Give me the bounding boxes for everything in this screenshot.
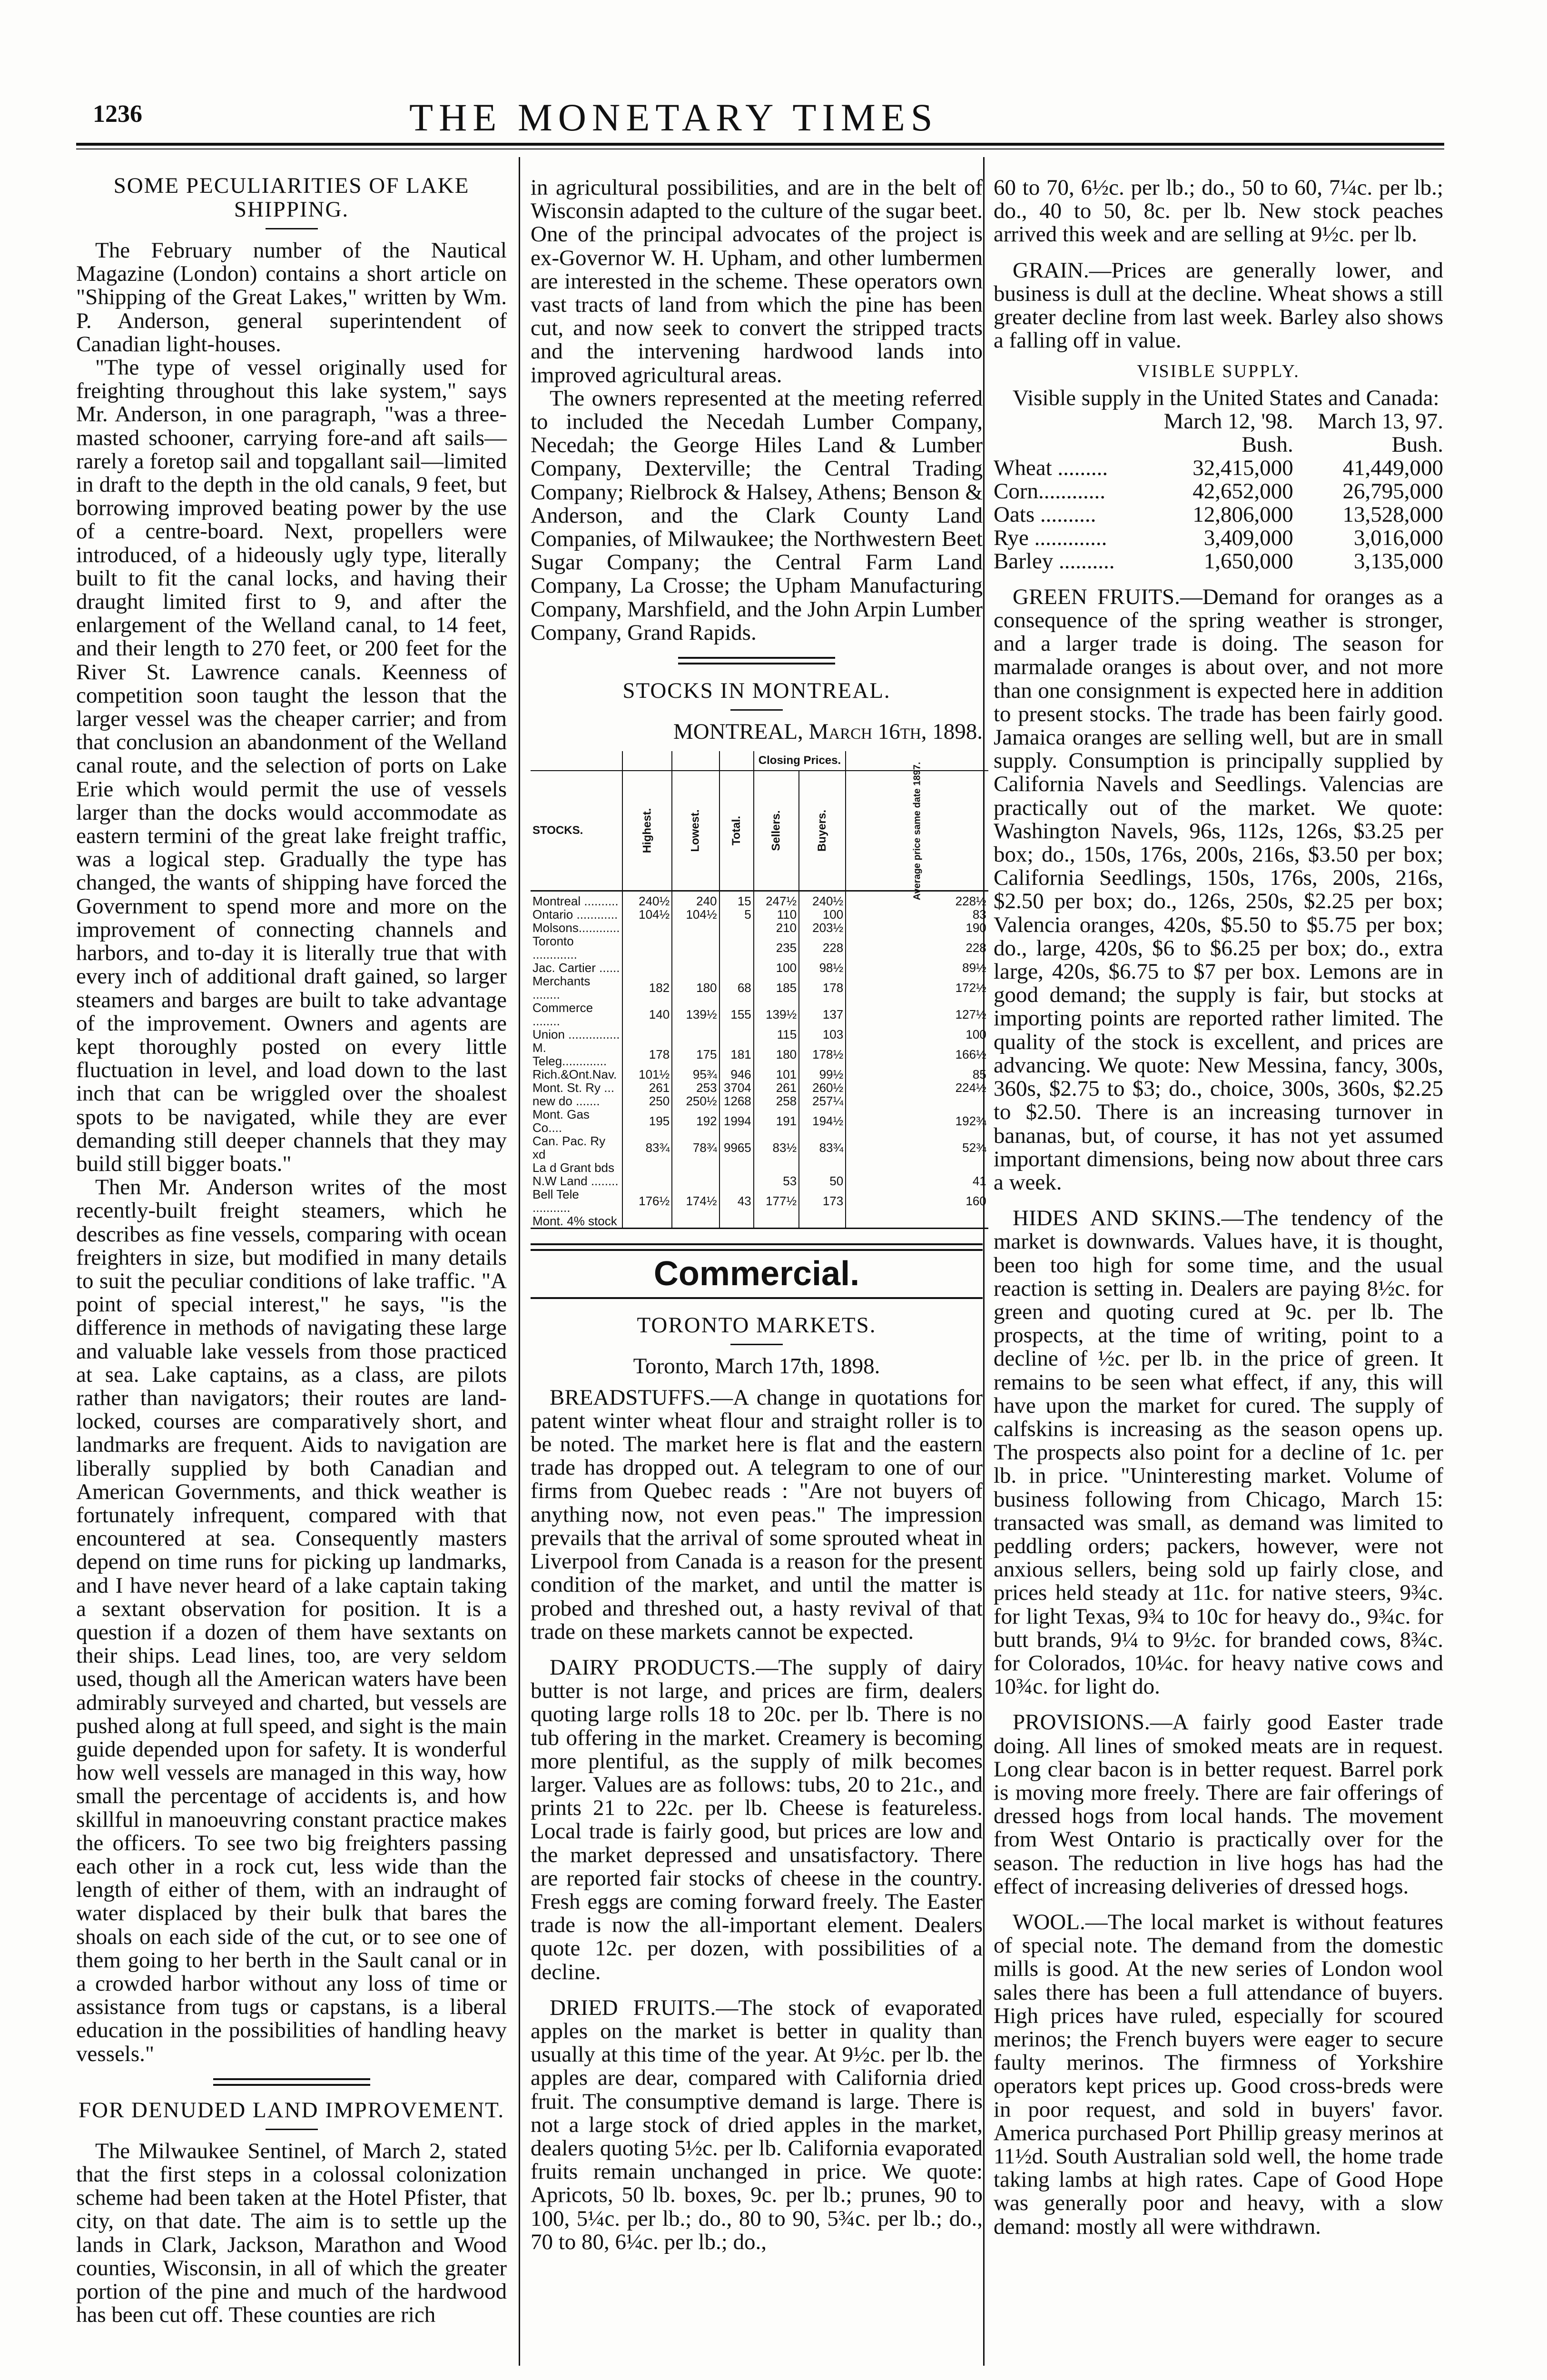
table-cell: 3,409,000 [1203,525,1293,550]
table-cell [672,1214,719,1229]
column-header: March 13, 97. [1318,408,1443,434]
table-cell: 53 [754,1174,799,1188]
stocks-table [531,751,988,1229]
table-cell [754,1161,799,1174]
table-cell: 115 [754,1028,799,1041]
unit-label: Bush. [1391,432,1443,457]
table-cell: 192 [672,1108,719,1134]
paragraph: "The type of vessel originally used for freighting throughout this lake system," says Mr. Anderson, in one paragraph, "was a three-masted schooner, carrying fore-and aft sails—rarely a foretop sail and topgallant sail—limited in draft to the depth in the old canals, 9 feet, but borrowing improved beating power by the use of a centre-board. Next, propellers were introduced, of a hideously ugly type, literally built to fit the canal locks, and having their draught limited first to 9, and after the enlargement of the Welland canal, to 14 feet, and their length to 270 feet, or 200 feet for the River St. Lawrence canals. Keenness of competition soon taught the lesson that the larger vessel was the cheaper carrier; and from that conclusion an abandonment of the Welland canal route, and the selection of ports on Lake Erie which would permit the use of vessels larger than the docks would accommodate as eastern termini of the great lake freight traffic, was a logical step. Gradually the type has changed, the wants of shipping have forced the Government to spend more and more on the improvement of connecting channels and harbors, and to-day it is literally true that with every inch of additional draft gained, so larger steamers and barges are built to take advantage of the improvement. Owners and agents are kept thoroughly posted on every little fluctuation in level, and load down to the last inch that can be wriggled over the shoalest spots to be navigated, while they are ever demanding still deeper channels that they may build still bigger boats." [76,355,507,1176]
stock-name-cell: N.W Land ........ [532,1174,619,1189]
paragraph [994,1207,1443,1698]
table-cell: 257¼ [799,1094,846,1108]
column-header: Average price same date 1897. [912,762,923,901]
table-row [994,456,1443,480]
table-row [531,1028,988,1041]
page-number: 1236 [93,100,142,128]
table-cell: 139½ [672,1001,719,1028]
table-row [531,921,988,934]
paragraph: The Milwaukee Sentinel, of March 2, stated that the first steps in a colossal colonization scheme had been taken at the Hotel Pfister, that city, on that date. The aim is to settle up the lands in Clark, Jackson, Marathon and Wood counties, Wisconsin, in all of which the greater portion of the pine and much of the hardwood has been cut off. These counties are rich [76,2138,507,2328]
stock-name-cell: Ontario ............ [532,907,618,922]
table-row [531,1161,988,1174]
stock-name-cell: Jac. Cartier ...... [532,961,620,975]
table-cell: 177½ [754,1188,799,1214]
divider [730,1344,783,1345]
table-cell [622,921,672,934]
paragraph: The February number of the Nautical Magazine (London) contains a short article on "Shipping of the Great Lakes," written by Wm. P. Anderson, general superintendent of Canadian light-houses. [76,238,507,357]
stock-name-cell: Bell Tele ........... [532,1187,579,1215]
stock-name-cell: M. Teleg............. [532,1041,607,1069]
table-cell [719,934,754,961]
table-cell [622,1174,672,1188]
table-cell [672,961,719,974]
table-row [531,1068,988,1081]
table-row [531,1001,988,1028]
section-divider [531,1243,983,1251]
table-row [531,1108,988,1134]
table-cell: 100 [846,1028,988,1041]
column-header: Buyers. [816,810,829,852]
column-left [76,174,507,2327]
table-cell: 946 [719,1068,754,1081]
table-cell: 224½ [846,1081,988,1094]
table-cell: 101½ [622,1068,672,1081]
table-cell: 95¾ [672,1068,719,1081]
table-cell: 139½ [754,1001,799,1028]
paragraph-body: —The local market is without features of special note. The demand from the domestic mills is good. At the new series of London wool sales there has been a full attendance of buyers. High prices have ruled, especially for scoured merinos; the French buyers were eager to secure faulty merinos. The firmness of Yorkshire operators kept prices up. Good cross-breds were in poor request, and sold in buyers' favor. America purchased Port Phillip greasy merinos at 11½d. South Australian sold well, the home trade taking lambs at high rates. Cape of Good Hope was generally poor and heavy, with a slow demand: mostly all were withdrawn. [994,1910,1443,2239]
table-row [531,1081,988,1094]
table-cell: 235 [754,934,799,961]
table-cell: 110 [754,908,799,921]
divider [266,228,318,229]
column-middle [531,175,986,2254]
table-cell: 41,449,000 [1342,455,1443,480]
table-cell: 98½ [799,961,846,974]
table-cell: 26,795,000 [1342,478,1443,504]
table-cell: 1,650,000 [1203,548,1293,574]
section-divider [531,1297,983,1299]
table-row [531,1214,988,1229]
table-row [531,908,988,921]
table-cell [846,1161,988,1174]
paragraph: Then Mr. Anderson writes of the most recently-built freight steamers, which he describes as fine vessels, comparing with ocean freighters in size, but modified in many details to suit the peculiar conditions of lake traffic. "A point of special interest," he says, "is the difference in methods of navigating these large and valuable lake vessels from those practiced at sea. Lake captains, as a class, are pilots rather than navigators; their routes are land-locked, courses are comparatively short, and landmarks are frequent. Aids to navigation are liberally supplied by both Canadian and American Governments, and thick weather is fortunately infrequent, compared with that encountered at sea. Consequently masters depend on time runs for picking up landmarks, and I have never heard of a lake captain taking a sextant observation for position. It is a question if a dozen of them have sextants on their ships. Lead lines, too, are very seldom used, though all the American waters have been admirably surveyed and charted, but vessels are pushed along at full speed, and sight is the main guide depended upon for safety. It is wonderful how well vessels are managed in this way, how small the percentage of accidents is, and how skillful in manoeuvring constant practice makes the officers. To see two big freighters passing each other in a rock cut, less wide than the length of either of them, with an indraught of water displaced by their bulk that bares the shoals on each side of the cut, or to see one of them going to her berth in the Sault canal or in a crowded harbor without any loss of time or assistance from tugs or capstans, is a liberal education in the possibilities of handling heavy vessels." [76,1175,507,2066]
table-cell [672,1028,719,1041]
table-cell: 178 [799,974,846,1001]
table-cell [719,961,754,974]
column-header: March 12, '98. [1163,408,1293,434]
table-cell: 100 [799,908,846,921]
stock-name-cell: Can. Pac. Ry xd [532,1134,606,1162]
table-cell: 52¾ [846,1134,988,1161]
paragraph-lead: DRIED FRUITS. [550,1995,716,2020]
paragraph-body: —The supply of dairy butter is not large, and prices are firm, dealers quoting large rolls 18 to 20c. per lb. There is no tub offering in the market. Creamery is becoming more plentiful, as the supply of milk becomes larger. Values are as follows: tubs, 20 to 21c., and prints 21 to 22c. per lb. Cheese is featureless. Local trade is fairly good, but prices are low and the market depressed and unsatisfactory. There are reported fair stocks of cheese in the country. Fresh eggs are coming forward freely. The Easter trade is now the all-important element. Dealers quote 12c. per dozen, with possibilities of a decline. [531,1655,983,1984]
divider [730,709,783,711]
table-row [531,961,988,974]
column-header: Total. [729,816,743,846]
table-cell: 173 [799,1188,846,1214]
table-cell: 41 [846,1174,988,1188]
table-row [994,526,1443,550]
article-heading: FOR DENUDED LAND IMPROVEMENT. [78,2097,505,2122]
stock-name-cell: Rich.&Ont.Nav. [532,1067,617,1082]
paragraph-body: —A change in quotations for patent winter wheat flour and straight roller is to be noted. The market here is flat and the eastern trade has dropped out. A telegram to one of our firms from Quebec reads : "Are not buyers of anything now, not even peas." The impression prevails that the arrival of some sprouted wheat in Liverpool from Canada is a reason for the present condition of the market, and until the matter is probed and threshed out, a hasty revival of that trade on these markets cannot be expected. [531,1385,983,1644]
table-cell: 175 [672,1041,719,1068]
table-cell [622,934,672,961]
section-heading: TORONTO MARKETS. [637,1313,877,1338]
table-cell [846,1094,988,1108]
table-cell: 43 [719,1188,754,1214]
paragraph [531,1386,983,1644]
table-cell: 228½ [846,891,988,908]
table-cell: 100 [754,961,799,974]
column-header: STOCKS. [532,824,583,837]
table-row [994,503,1443,526]
table-cell: 190 [846,921,988,934]
table-cell: 250 [622,1094,672,1108]
table-cell: 99½ [799,1068,846,1081]
grain-name-cell: Barley .......... [994,548,1115,574]
paragraph-lead: WOOL. [1013,1910,1085,1934]
grain-name-cell: Corn............ [994,478,1105,504]
table-cell: 180 [672,974,719,1001]
paragraph-body: —Demand for oranges as a consequence of the spring weather is stronger, and a larger trade is doing. The season for marmalade oranges is about over, and not more than one consignment is expected here in addition to present stocks. The trade has been fairly good. Jamaica oranges are selling well, but are in small supply. Consumption is principally supplied by California Navels and Seedlings. Valencias are practically out of the market. We quote: Washington Navels, 96s, 112s, 126s, $3.25 per box; do., 150s, 176s, 200s, 216s, $3.50 per box; California Seedlings, 150s, 176s, 200s, 216s, $2.50 per box; do., 126s, 250s, $2.25 per box; Valencia oranges, 420s, $5.50 to $5.75 per box; do., large, 420s, $6 to $6.25 per box; do., extra large, 420s, $6.75 to $7 per box. Lemons are in good demand; the supply is fair, but stocks at importing points are reported rather limited. The quality of the stock is excellent, and prices are advancing. We quote: New Messina, fancy, 300s, 360s, $2.75 to $3; do., choice, 300s, 360s, $2.25 to $2.50. There is an increasing turnover in bananas, but, of course, it has not yet assumed important dimensions, being now about three cars a week. [994,584,1443,1195]
table-cell [622,1161,672,1174]
paragraph: 60 to 70, 6½c. per lb.; do., 50 to 60, 7¼c. per lb.; do., 40 to 50, 8c. per lb. New stock peaches arrived this week and are selling at 9½c. per lb. [994,175,1443,247]
table-cell: 104½ [672,908,719,921]
paragraph [994,259,1443,353]
table-cell: 185 [754,974,799,1001]
paragraph-body: —The tendency of the market is downwards. Values have, it is thought, been too high for some time, and the usual reaction is setting in. Dealers are paying 8½c. for green and quoting cured at 9c. per lb. The prospects, at the time of writing, point to a decline of ½c. per lb. in the price of green. It remains to be seen what effect, if any, this will have upon the market for cured. The supply of calfskins is increasing as the season opens up. The prospects also point for a decline of 1c. per lb. in price. "Uninteresting market. Volume of business following from Chicago, March 15: transacted was small, as demand was limited to peddling orders; packers, however, were not anxious sellers, being sold up fairly close, and prices held steady at 11c. for native steers, 9¾c. for light Texas, 9¾ to 10c for heavy do., 9¾c. for butt brands, 9¼ to 9½c. for branded cows, 8¾c. for Colorados, 10¼c. for heavy native cows and 10¾c. for light do. [994,1206,1443,1699]
table-row [531,1134,988,1161]
column-divider [519,157,520,2366]
table-cell: 228 [799,934,846,961]
table-cell [622,1028,672,1041]
stocks-table-body [531,891,988,1229]
table-cell [672,1161,719,1174]
paragraph [531,1656,983,1984]
section-heading: STOCKS IN MONTREAL. [622,678,891,704]
table-cell: 182 [622,974,672,1001]
dateline: MONTREAL, March 16th, 1898. [673,719,983,744]
divider [266,2129,318,2130]
table-row [531,1174,988,1188]
table-cell [719,1214,754,1229]
table-cell: 83½ [754,1134,799,1161]
table-cell [719,1028,754,1041]
paragraph-body: —A fairly good Easter trade doing. All lines of smoked meats are in request. Long clear bacon is in better request. Barrel pork is moving more freely. There are fair offerings of dressed hogs from local hands. The movement from West Ontario is practically over for the season. The reduction in live hogs has had the effect of increasing deliveries of dressed hogs. [994,1710,1443,1899]
table-cell: 1268 [719,1094,754,1108]
table-cell [672,934,719,961]
table-cell: 258 [754,1094,799,1108]
visible-supply-table [994,410,1443,573]
subheading: VISIBLE SUPPLY. [1137,361,1300,382]
masthead-title: THE MONETARY TIMES [409,96,938,139]
table-cell: 155 [719,1001,754,1028]
table-cell: 181 [719,1041,754,1068]
stock-name-cell: Merchants ........ [532,974,591,1002]
column-divider [983,157,985,2366]
table-cell: 160 [846,1188,988,1214]
table-cell: 104½ [622,908,672,921]
table-cell: 240 [672,891,719,908]
stock-name-cell: Mont. St. Ry ... [532,1081,614,1095]
paragraph-lead: GRAIN. [1013,258,1089,283]
table-cell: 178 [622,1041,672,1068]
table-row [531,1094,988,1108]
column-right [994,176,1443,2239]
table-cell: 5 [719,908,754,921]
table-cell: 83¾ [799,1134,846,1161]
table-cell: 3,016,000 [1354,525,1443,550]
table-cell: 101 [754,1068,799,1081]
table-cell [672,921,719,934]
stock-name-cell: La d Grant bds [532,1160,614,1175]
table-cell: 127½ [846,1001,988,1028]
paragraph-lead: HIDES AND SKINS. [1013,1206,1222,1231]
grain-name-cell: Oats .......... [994,502,1096,527]
table-cell: 32,415,000 [1192,455,1293,480]
table-cell: 68 [719,974,754,1001]
table-cell [799,1161,846,1174]
table-cell: 250½ [672,1094,719,1108]
table-cell: 83 [846,908,988,921]
table-cell: 176½ [622,1188,672,1214]
table-row [994,550,1443,573]
table-cell [799,1214,846,1229]
table-cell: 261 [622,1081,672,1094]
stock-name-cell: Toronto ............. [532,934,577,962]
table-cell: 140 [622,1001,672,1028]
section-divider [213,2078,370,2086]
table-row [531,1188,988,1214]
table-cell: 180 [754,1041,799,1068]
unit-label: Bush. [1242,432,1293,457]
table-cell: 12,806,000 [1192,502,1293,527]
section-divider [678,657,835,664]
table-cell: 13,528,000 [1342,502,1443,527]
table-cell: 137 [799,1001,846,1028]
table-cell: 195 [622,1108,672,1134]
table-cell: 194½ [799,1108,846,1134]
table-row [531,1041,988,1068]
stock-name-cell: Montreal .......... [531,891,622,908]
table-cell: 103 [799,1028,846,1041]
stock-name-cell: Commerce ........ [532,1001,593,1029]
column-header: Highest. [640,808,653,853]
paragraph-body: —The stock of evaporated apples on the market is better in quality than usually at this time of the year. At 9½c. per lb. the apples are dear, compared with California dried fruit. The consumptive demand is large. There is not a large stock of dried apples in the market, dealers quoting 5½c. per lb. California evaporated fruits remain unchanged in price. We quote: Apricots, 50 lb. boxes, 9c. per lb.; prunes, 90 to 100, 5¼c. per lb.; do., 80 to 90, 5¾c. per lb.; do., 70 to 80, 6¼c. per lb.; do., [531,1995,983,2254]
table-row [531,934,988,961]
table-cell: 240½ [799,891,846,908]
table-cell [719,921,754,934]
paragraph: in agricultural possibilities, and are in the belt of Wisconsin adapted to the culture of the sugar beet. One of the principal advocates of the project is ex-Governor W. H. Upham, and other lumbermen are interested in the scheme. These operators own vast tracts of land from which the pine has been cut, and now seek to convert the stripped tracts and the intervening hardwood lands into improved agricultural areas. [531,175,983,387]
visible-supply-body [994,456,1443,573]
table-cell: 240½ [622,891,672,908]
table-cell: 210 [754,921,799,934]
grain-name-cell: Rye ............. [994,525,1107,550]
table-cell: 85 [846,1068,988,1081]
table-cell [846,1214,988,1229]
paragraph-lead: GREEN FRUITS. [1013,584,1180,609]
table-cell: 192¾ [846,1108,988,1134]
table-cell: 15 [719,891,754,908]
table-cell: 166½ [846,1041,988,1068]
table-cell [719,1161,754,1174]
table-cell: 253 [672,1081,719,1094]
table-cell [672,1174,719,1188]
paragraph-body: —Prices are generally lower, and business is dull at the decline. Wheat shows a still greater decline from last week. Barley also shows a falling off in value. [994,258,1443,353]
paragraph [531,1996,983,2254]
stock-name-cell: Mont. Gas Co.... [532,1107,590,1135]
table-cell: 3,135,000 [1354,548,1443,574]
table-cell: 178½ [799,1041,846,1068]
paragraph [994,1911,1443,2239]
paragraph [994,585,1443,1194]
table-cell: 172½ [846,974,988,1001]
table-cell: 203½ [799,921,846,934]
table-cell: 228 [846,934,988,961]
table-cell [719,1174,754,1188]
table-cell: 3704 [719,1081,754,1094]
dateline: Toronto, March 17th, 1898. [633,1354,880,1379]
paragraph-lead: PROVISIONS. [1013,1710,1150,1735]
table-cell: 78¾ [672,1134,719,1161]
paragraph [994,1711,1443,1898]
article-heading: SOME PECULIARITIES OF LAKE SHIPPING. [113,173,470,222]
table-cell: 174½ [672,1188,719,1214]
table-cell: 247½ [754,891,799,908]
table-cell [622,1214,672,1229]
stock-name-cell: Union ............... [532,1027,620,1042]
grain-name-cell: Wheat ......... [994,455,1108,480]
table-cell: 191 [754,1108,799,1134]
paragraph: Visible supply in the United States and Canada: [1013,385,1439,410]
table-cell: 89½ [846,961,988,974]
column-header: Sellers. [769,810,783,851]
table-cell [622,961,672,974]
table-cell: 50 [799,1174,846,1188]
paragraph-lead: DAIRY PRODUCTS. [550,1655,756,1680]
table-cell [754,1214,799,1229]
paragraph: The owners represented at the meeting referred to included the Necedah Lumber Company, Necedah; the George Hiles Land & Lumber Company, Dexterville; the Central Trading Company; Rielbrock & Halsey, Athens; Benson & Anderson, and the Clark County Land Companies, of Milwaukee; the Northwestern Beet Sugar Company; the Central Farm Land Company, La Crosse; the Upham Manufacturing Company, Marshfield, and the John Arpin Lumber Company, Grand Rapids. [531,386,983,645]
table-cell: 42,652,000 [1192,478,1293,504]
column-header: Lowest. [689,809,702,852]
table-row [531,974,988,1001]
paragraph-lead: BREADSTUFFS. [550,1385,711,1410]
stock-name-cell: Mont. 4% stock [531,1214,622,1229]
table-cell: 1994 [719,1108,754,1134]
table-cell: 261 [754,1081,799,1094]
table-row [994,480,1443,503]
section-title: Commercial. [653,1255,860,1293]
stock-name-cell: new do ....... [532,1094,600,1109]
table-cell: 9965 [719,1134,754,1161]
header-rule [76,143,1444,146]
table-cell: 83¾ [622,1134,672,1161]
closing-prices-label: Closing Prices. [754,751,846,771]
stock-name-cell: Molsons............ [532,921,620,935]
table-cell: 260½ [799,1081,846,1094]
